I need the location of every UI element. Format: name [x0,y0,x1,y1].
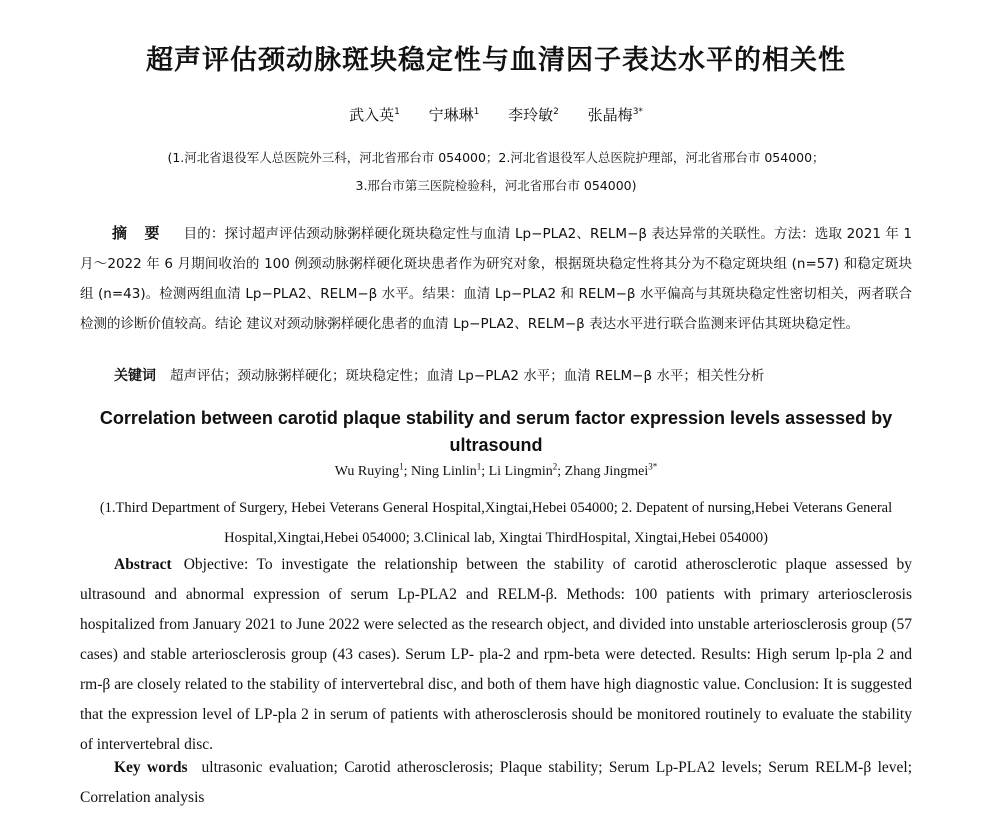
english-title: Correlation between carotid plaque stability and serum factor expression levels assessed by ultrasound [99,408,893,455]
author-affiliation-mark: 1 [473,107,480,117]
author-name: 武入英 [349,106,395,124]
chinese-affiliation-line-1: (1.河北省退役军人总医院外三科，河北省邢台市 054000；2.河北省退役军人总医院护理部，河北省邢台市 054000； [167,150,825,165]
english-authors [0,461,992,480]
english-abstract [80,550,912,760]
chinese-author [429,106,480,124]
english-abstract-text: Objective: To investigate the relationship between the stability of carotid atherosclerotic plaque assessed by ultrasound and abnormal expression of serum Lp-PLA2 and RELM-β. Methods: 100 patients with primary arteriosclerosis hospitalized from January 2021 to June 2022 were selected as the research object, and divided into unstable arteriosclerosis group (57 cases) and stable arteriosclerosis group (43 cases). Serum LP- pla-2 and rpm-beta were detected. Results: High serum lp-pla 2 and rm-β are closely related to the stability of intervertebral disc, and both of them have high diagnostic value. Conclusion: It is suggested that the expression level of LP-pla 2 in serum of patients with atherosclerosis should be monitored routinely to evaluate the stability of intervertebral disc. [80,556,912,753]
chinese-affiliation-line-2: 3.邢台市第三医院检验科，河北省邢台市 054000) [355,178,637,193]
author-name: 张晶梅 [587,106,633,124]
english-keywords [80,753,912,813]
chinese-author [588,106,643,124]
chinese-abstract-label: 摘 要 [112,224,166,242]
english-author: Ning Linlin$^1$; [410,461,489,479]
english-affiliation: (1.Third Department of Surgery, Hebei Veterans General Hospital,Xingtai,Hebei 054000; 2. Depatent of nursing,Hebei Veterans General Hospital,Xingtai,Hebei 054000; 3.Clinical lab, Xingtai ThirdHospital, Xingtai,Hebei 054000) [99,500,893,546]
english-author: Li Lingmin$^2$; [488,461,565,479]
author-affiliation-mark: 1 [394,107,400,117]
author-affiliation-mark: 3* [632,107,643,117]
chinese-keywords [114,364,914,388]
chinese-author [508,106,559,124]
author-affiliation-mark: 2 [553,107,559,117]
english-author: Wu Ruying$^1$; [334,461,411,479]
english-keywords-label: Key words [114,759,188,776]
chinese-abstract-text: 目的：探讨超声评估颈动脉粥样硬化斑块稳定性与血清 Lp−PLA2、RELM−β 表达异常的关联性。方法：选取 2021 年 1 月～2022 年 6 月期间收治的 100 例颈动脉粥样硬化斑块患者作为研究对象，根据斑块稳定性将其分为不稳定斑块组 (n=57) 和稳定斑块组 (n=43)。检测两组血清 Lp−PLA2、RELM−β 水平。结果：血清 Lp−PLA2 和 RELM−β 水平偏高与其斑块稳定性密切相关，两者联合检测的诊断价值较高。结论 建议对颈动脉粥样硬化患者的血清 Lp−PLA2、RELM−β 表达水平进行联合监测来评估其斑块稳定性。 [80,226,912,332]
chinese-author [349,106,400,124]
chinese-keywords-text: 超声评估；颈动脉粥样硬化；斑块稳定性；血清 Lp−PLA2 水平；血清 RELM−β 水平；相关性分析 [170,368,765,384]
chinese-title: 超声评估颈动脉斑块稳定性与血清因子表达水平的相关性 [146,45,846,76]
english-keywords-text: ultrasonic evaluation; Carotid atherosclerosis; Plaque stability; Serum Lp-PLA2 levels; Serum RELM-β level; Correlation analysis [80,759,912,806]
english-author: Zhang Jingmei$^{3*}$ [564,461,658,479]
chinese-authors [0,104,992,125]
author-name: 李玲敏 [508,106,554,124]
english-abstract-label: Abstract [114,556,172,573]
author-name: 宁琳琳 [428,106,474,124]
chinese-keywords-label: 关键词 [114,368,156,384]
chinese-abstract [80,218,912,339]
